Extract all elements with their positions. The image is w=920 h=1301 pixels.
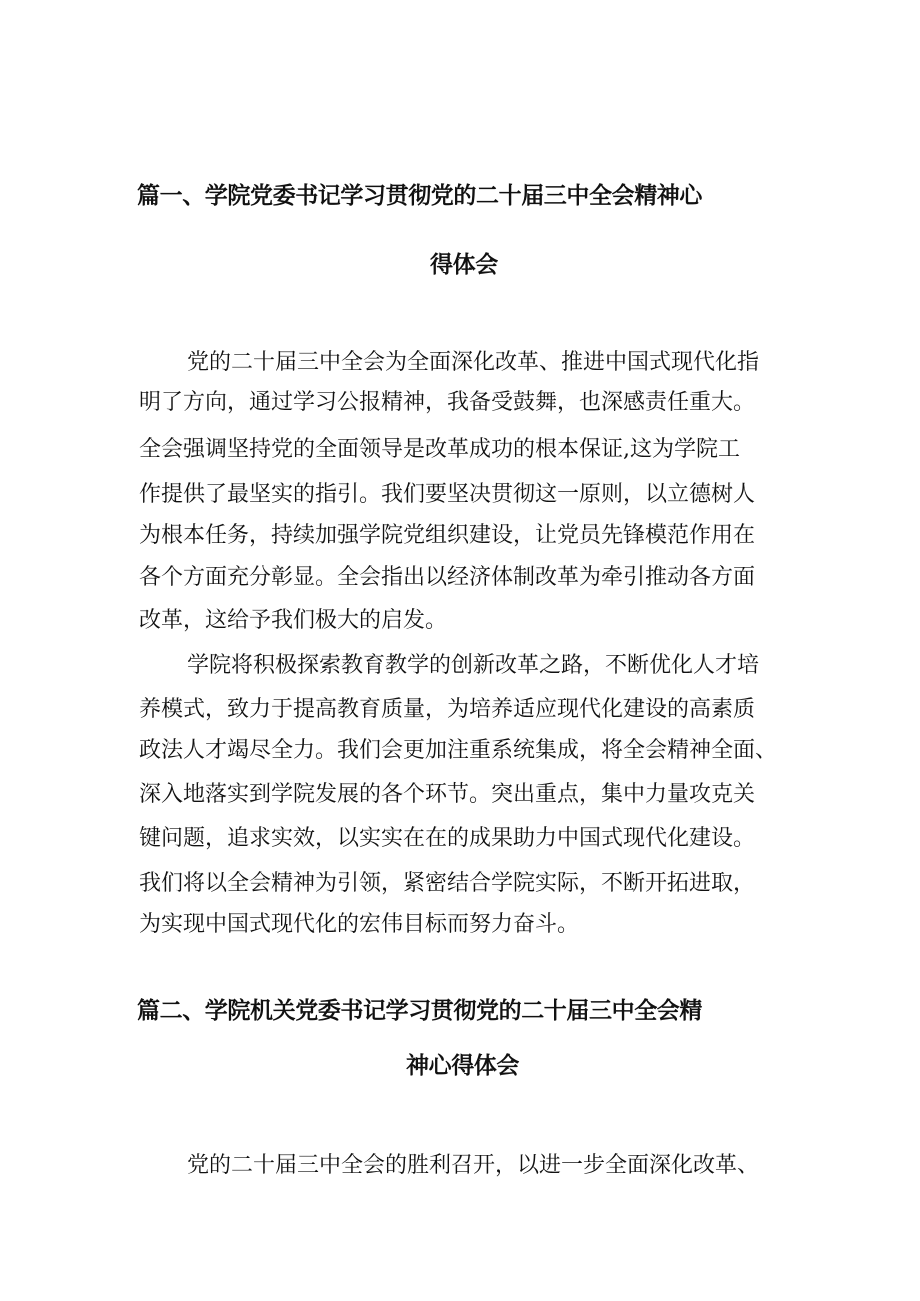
paragraph-line: 明了方向，通过学习公报精神，我备受鼓舞，也深感责任重大。: [139, 390, 756, 415]
paragraph-line: 各个方面充分彰显。全会指出以经济体制改革为牵引推动各方面: [139, 565, 756, 590]
paragraph-line: 深入地落实到学院发展的各个环节。突出重点，集中力量攻克关: [139, 782, 756, 807]
paragraph-line: 政法人才竭尽全力。我们会更加注重系统集成，将全会精神全面、: [139, 738, 778, 763]
paragraph-line: 改革，这给予我们极大的启发。: [139, 608, 448, 633]
section1-title-line1: 篇一、学院党委书记学习贯彻党的二十届三中全会精神心: [137, 183, 703, 209]
paragraph-line: 为根本任务，持续加强学院党组织建设，让党员先锋模范作用在: [139, 523, 756, 548]
paragraph-line: 作提供了最坚实的指引。我们要坚决贯彻这一原则，以立德树人: [139, 482, 756, 507]
paragraph-line: 键问题，追求实效，以实实在在的成果助力中国式现代化建设。: [139, 826, 756, 851]
section1-title-line2: 得体会: [430, 252, 498, 278]
section2-title-line1: 篇二、学院机关党委书记学习贯彻党的二十届三中全会精: [137, 998, 703, 1024]
paragraph-line: 全会强调坚持党的全面领导是改革成功的根本保证,这为学院工: [139, 437, 740, 462]
section2-title-line2: 神心得体会: [406, 1053, 520, 1079]
paragraph-line: 为实现中国式现代化的宏伟目标而努力奋斗。: [139, 912, 580, 937]
paragraph-line: 党的二十届三中全会的胜利召开，以进一步全面深化改革、: [187, 1153, 760, 1178]
paragraph-line: 我们将以全会精神为引领，紧密结合学院实际，不断开拓进取，: [139, 871, 756, 896]
paragraph-line: 养模式，致力于提高教育质量，为培养适应现代化建设的高素质: [139, 697, 756, 722]
paragraph-line: 党的二十届三中全会为全面深化改革、推进中国式现代化指: [187, 350, 760, 375]
paragraph-line: 学院将积极探索教育教学的创新改革之路，不断优化人才培: [187, 653, 760, 678]
